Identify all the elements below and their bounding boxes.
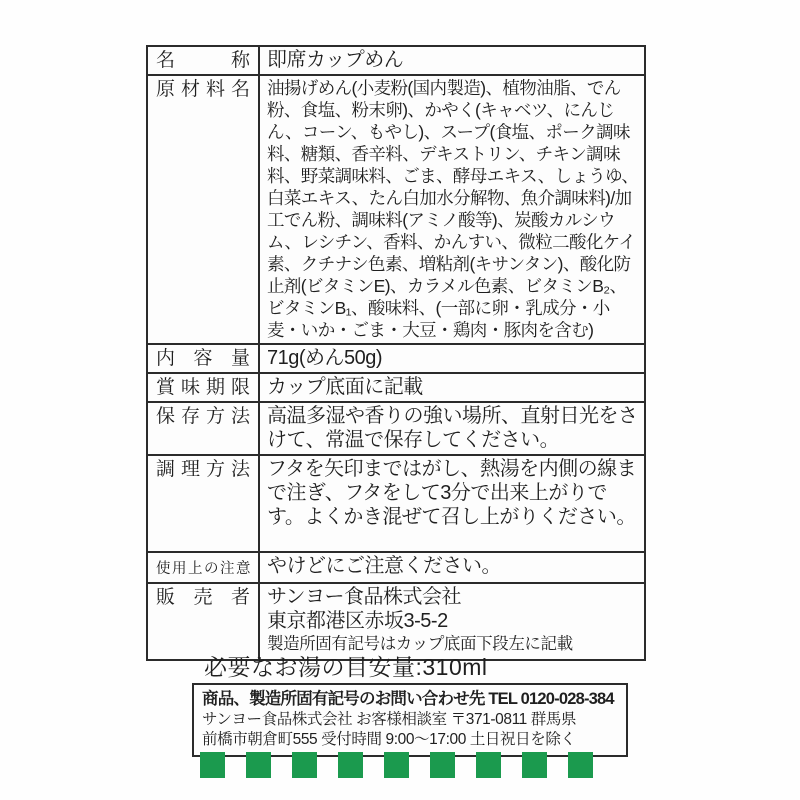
table-row-name <box>148 47 644 76</box>
contact-box <box>192 683 628 757</box>
row-value-ingredients: 油揚げめん(小麦粉(国内製造)、植物油脂、でん粉、食塩、粉末卵)、かやく(キャベツ、にんじん、コーン、もやし)、スープ(食塩、ポーク調味料、糖類、香辛料、デキストリン、チキン調味料、野菜調味料、ごま、酵母エキス、しょうゆ、白菜エキス、たん白加水分解物、魚介調味料)/加工でん粉、調味料(アミノ酸等)、炭酸カルシウム、レシチン、香料、かんすい、微粒二酸化ケイ素、クチナシ色素、増粘剤(キサンタン)、酸化防止剤(ビタミンE)、カラメル色素、ビタミンB₂、ビタミンB₁、酸味料、(一部に卵・乳成分・小麦・いか・ごま・大豆・鶏肉・豚肉を含む) <box>267 78 639 340</box>
row-value-name: 即席カップめん <box>267 49 404 71</box>
row-value-caution: やけどにご注意ください。 <box>267 555 501 577</box>
seller-address: 東京都港区赤坂3-5-2 <box>267 610 448 632</box>
row-value-net-content: 71g(めん50g) <box>267 347 383 369</box>
spec-table <box>146 45 646 661</box>
table-row-seller <box>148 584 644 659</box>
green-square <box>200 752 225 778</box>
row-label-storage: 保存方法 <box>148 403 260 454</box>
table-row-best-before <box>148 374 644 403</box>
row-label-ingredients: 原材料名 <box>148 76 260 343</box>
table-row-caution <box>148 553 644 584</box>
seller-company: サンヨー食品株式会社 <box>267 586 461 608</box>
green-square <box>522 752 547 778</box>
row-value-preparation: フタを矢印まではがし、熱湯を内側の線まで注ぎ、フタをして3分で出来上がりです。よくかき混ぜて召し上がりください。 <box>267 458 637 528</box>
green-square <box>476 752 501 778</box>
green-square <box>246 752 271 778</box>
table-row-net-content <box>148 345 644 374</box>
contact-phone-line: 商品、製造所固有記号のお問い合わせ先 TEL 0120-028-384 <box>202 690 614 708</box>
hot-water-note: 必要なお湯の目安量:310ml <box>204 654 488 680</box>
green-square <box>430 752 455 778</box>
table-row-preparation <box>148 456 644 553</box>
row-label-seller: 販売者 <box>148 584 260 659</box>
row-label-name: 名称 <box>148 47 260 74</box>
seller-factory-code-note: 製造所固有記号はカップ底面下段左に記載 <box>267 635 573 653</box>
row-label-net-content: 内容量 <box>148 345 260 372</box>
green-square <box>384 752 409 778</box>
row-value-seller <box>260 584 644 659</box>
row-value-best-before: カップ底面に記載 <box>267 376 423 398</box>
contact-company-line: サンヨー食品株式会社 お客様相談室 〒371-0811 群馬県 <box>202 711 577 728</box>
contact-hours-line: 前橋市朝倉町555 受付時間 9:00〜17:00 土日祝日を除く <box>202 731 576 748</box>
green-square <box>338 752 363 778</box>
green-square <box>568 752 593 778</box>
green-square <box>292 752 317 778</box>
row-label-preparation: 調理方法 <box>148 456 260 551</box>
table-row-ingredients <box>148 76 644 345</box>
row-label-best-before: 賞味期限 <box>148 374 260 401</box>
row-value-storage: 高温多湿や香りの強い場所、直射日光をさけて、常温で保存してください。 <box>267 405 638 451</box>
table-row-storage <box>148 403 644 456</box>
row-label-caution: 使用上の注意 <box>148 553 260 582</box>
green-square-strip <box>200 752 593 778</box>
